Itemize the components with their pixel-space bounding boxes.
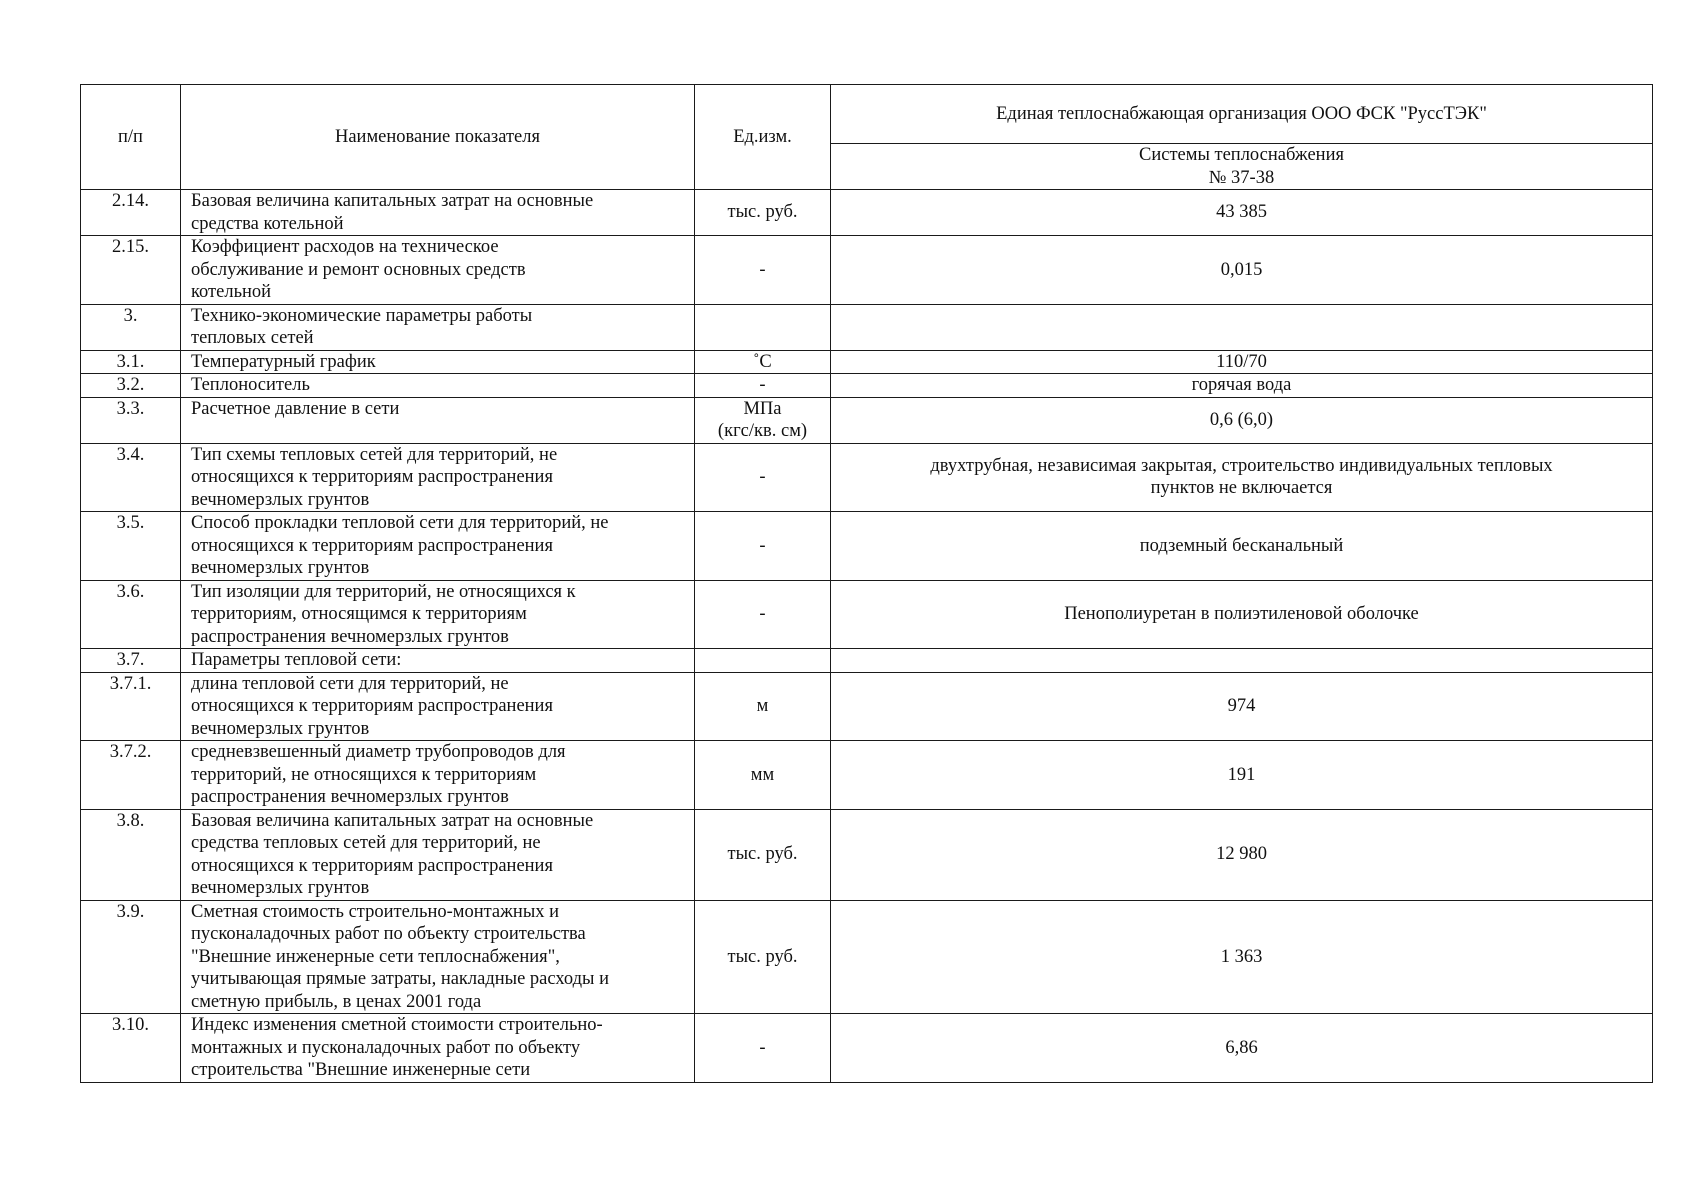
row-num: 3.7.1.: [81, 672, 181, 741]
row-value: 0,015: [831, 236, 1653, 305]
row-value: 1 363: [831, 900, 1653, 1014]
row-name: длина тепловой сети для территорий, не относящихся к территориям распространения вечномерзлых грунтов: [181, 672, 695, 741]
table-row: [81, 809, 1653, 900]
row-unit: тыс. руб.: [695, 809, 831, 900]
row-value: 12 980: [831, 809, 1653, 900]
table-row: [81, 1014, 1653, 1083]
row-unit: тыс. руб.: [695, 190, 831, 236]
row-name: Базовая величина капитальных затрат на основные средства котельной: [181, 190, 695, 236]
row-num: 3.7.: [81, 649, 181, 673]
row-num: 3.1.: [81, 350, 181, 374]
table-row: [81, 672, 1653, 741]
header-org: Единая теплоснабжающая организация ООО ФСК "РуссТЭК": [831, 85, 1653, 144]
row-num: 2.14.: [81, 190, 181, 236]
row-num: 3.2.: [81, 374, 181, 398]
row-value: 6,86: [831, 1014, 1653, 1083]
row-unit: -: [695, 512, 831, 581]
row-name: Индекс изменения сметной стоимости строительно- монтажных и пусконаладочных работ по объекту строительства "Внешние инженерные сети: [181, 1014, 695, 1083]
row-value: [831, 304, 1653, 350]
row-value: Пенополиуретан в полиэтиленовой оболочке: [831, 580, 1653, 649]
row-name: Сметная стоимость строительно-монтажных и пусконаладочных работ по объекту строительства "Внешние инженерные сети теплоснабжения", учитывающая прямые затраты, накладные расходы и сметную прибыль, в ценах 2001 года: [181, 900, 695, 1014]
table-row: [81, 350, 1653, 374]
row-unit: м: [695, 672, 831, 741]
table-row: [81, 374, 1653, 398]
row-unit: -: [695, 443, 831, 512]
row-unit: -: [695, 374, 831, 398]
row-num: 3.9.: [81, 900, 181, 1014]
row-name: Тип изоляции для территорий, не относящихся к территориям, относящимся к территориям распространения вечномерзлых грунтов: [181, 580, 695, 649]
row-name: средневзвешенный диаметр трубопроводов для территорий, не относящихся к территориям распространения вечномерзлых грунтов: [181, 741, 695, 810]
table-row: [81, 443, 1653, 512]
table-row: [81, 236, 1653, 305]
header-unit: Ед.изм.: [695, 85, 831, 190]
row-num: 3.6.: [81, 580, 181, 649]
row-value: 43 385: [831, 190, 1653, 236]
row-num: 3.4.: [81, 443, 181, 512]
row-value: [831, 649, 1653, 673]
row-unit: [695, 304, 831, 350]
row-num: 3.3.: [81, 397, 181, 443]
row-name: Температурный график: [181, 350, 695, 374]
row-value: подземный бесканальный: [831, 512, 1653, 581]
row-name: Способ прокладки тепловой сети для территорий, не относящихся к территориям распространения вечномерзлых грунтов: [181, 512, 695, 581]
row-name: Коэффициент расходов на техническое обслуживание и ремонт основных средств котельной: [181, 236, 695, 305]
row-name: Параметры тепловой сети:: [181, 649, 695, 673]
row-unit: мм: [695, 741, 831, 810]
header-num: п/п: [81, 85, 181, 190]
row-value: 0,6 (6,0): [831, 397, 1653, 443]
table-body: [81, 190, 1653, 1083]
indicators-table: [80, 84, 1653, 1083]
row-unit: ˚С: [695, 350, 831, 374]
row-value: 110/70: [831, 350, 1653, 374]
row-name: Технико-экономические параметры работы тепловых сетей: [181, 304, 695, 350]
row-num: 3.8.: [81, 809, 181, 900]
header-systems: Системы теплоснабжения № 37-38: [831, 144, 1653, 190]
header-name: Наименование показателя: [181, 85, 695, 190]
row-unit: -: [695, 1014, 831, 1083]
row-unit: тыс. руб.: [695, 900, 831, 1014]
row-value: 191: [831, 741, 1653, 810]
row-name: Тип схемы тепловых сетей для территорий, не относящихся к территориям распространения вечномерзлых грунтов: [181, 443, 695, 512]
table-row-section: [81, 304, 1653, 350]
table-row: [81, 741, 1653, 810]
row-unit: МПа (кгс/кв. см): [695, 397, 831, 443]
row-unit: -: [695, 236, 831, 305]
row-num: 3.: [81, 304, 181, 350]
row-value: двухтрубная, независимая закрытая, строительство индивидуальных тепловых пунктов не включается: [831, 443, 1653, 512]
row-unit: [695, 649, 831, 673]
row-value: горячая вода: [831, 374, 1653, 398]
table-row: [81, 580, 1653, 649]
table-header-row: [81, 85, 1653, 144]
row-unit: -: [695, 580, 831, 649]
table-row: [81, 397, 1653, 443]
row-num: 3.10.: [81, 1014, 181, 1083]
row-num: 2.15.: [81, 236, 181, 305]
table-row: [81, 512, 1653, 581]
row-name: Теплоноситель: [181, 374, 695, 398]
row-value: 974: [831, 672, 1653, 741]
row-name: Расчетное давление в сети: [181, 397, 695, 443]
table-row: [81, 649, 1653, 673]
row-num: 3.5.: [81, 512, 181, 581]
table-row: [81, 900, 1653, 1014]
row-num: 3.7.2.: [81, 741, 181, 810]
row-name: Базовая величина капитальных затрат на основные средства тепловых сетей для территорий, не относящихся к территориям распространения вечномерзлых грунтов: [181, 809, 695, 900]
table-row: [81, 190, 1653, 236]
